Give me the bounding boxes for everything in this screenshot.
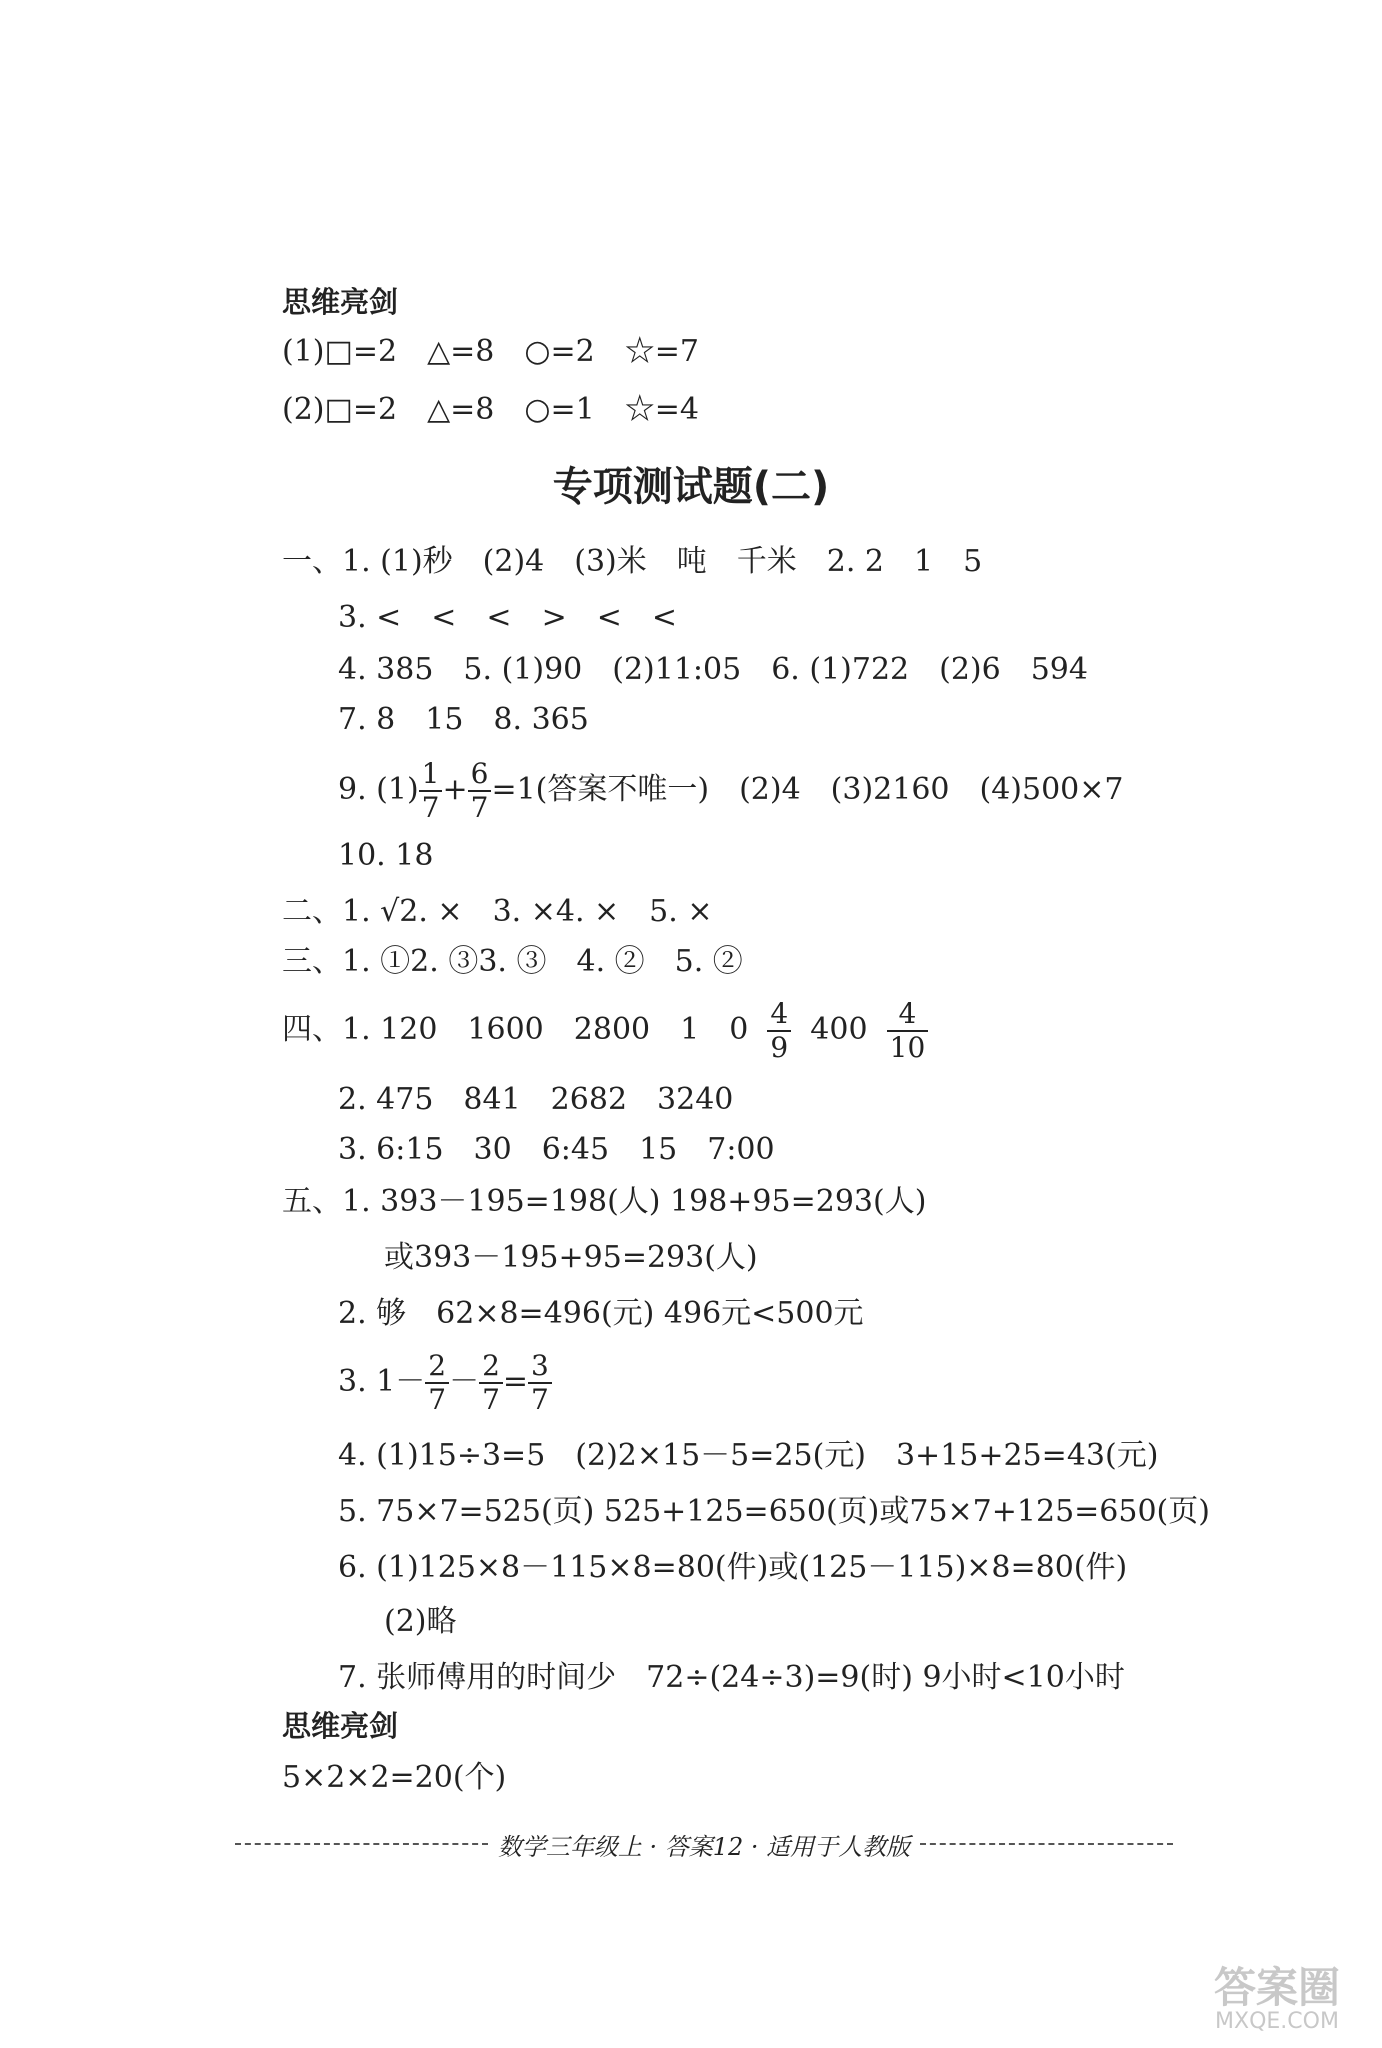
fraction-denominator: 9 xyxy=(770,1031,789,1064)
footer-divider-right xyxy=(920,1843,1173,1845)
warm-up-line-2: (2)□=2 △=8 ○=1 ☆=4 xyxy=(282,392,699,427)
footer-divider-left xyxy=(235,1843,488,1845)
sec5-line-3 xyxy=(338,1349,552,1416)
fraction-numerator: 1 xyxy=(419,760,443,792)
plus-sign: + xyxy=(442,772,468,807)
warm-up-heading-top: 思维亮剑 xyxy=(282,285,399,319)
fraction-numerator: 2 xyxy=(479,1352,503,1384)
fraction-denominator: 7 xyxy=(531,1383,549,1416)
equals-sign: = xyxy=(502,1364,529,1399)
warm-up-bottom-line: 5×2×2=20(个) xyxy=(282,1760,507,1795)
sec1-line-3: 4. 385 5. (1)90 (2)11:05 6. (1)722 (2)6 594 xyxy=(338,652,1088,687)
watermark-logo xyxy=(1192,1963,1362,2034)
sec4-line-1-prefix: 四、1. 120 1600 2800 1 0 xyxy=(282,1012,749,1047)
fraction-numerator: 6 xyxy=(468,760,492,792)
sec5-line-4: 4. (1)15÷3=5 (2)2×15－5=25(元) 3+15+25=43(元) xyxy=(338,1438,1159,1473)
sec1-line-5 xyxy=(338,757,1124,824)
footer-text: 数学三年级上 · 答案12 · 适用于人教版 xyxy=(497,1832,911,1861)
sec1-line-5-suffix: =1(答案不唯一) (2)4 (3)2160 (4)500×7 xyxy=(491,772,1124,807)
fraction-numerator: 4 xyxy=(887,1000,929,1032)
sec4-line-2: 2. 475 841 2682 3240 xyxy=(338,1082,734,1117)
sec5-line-3-prefix: 3. 1－ xyxy=(338,1364,426,1399)
page-title: 专项测试题(二) xyxy=(552,464,830,510)
sec1-line-6: 10. 18 xyxy=(338,838,434,873)
fraction-1-7 xyxy=(419,757,443,824)
sec2-line: 二、1. √2. × 3. ×4. × 5. × xyxy=(282,894,713,929)
fraction-denominator: 7 xyxy=(421,791,440,824)
sec1-line-1: 一、1. (1)秒 (2)4 (3)米 吨 千米 2. 2 1 5 xyxy=(282,544,983,579)
fraction-2-7-a xyxy=(425,1349,449,1416)
sec5-line-6b: (2)略 xyxy=(384,1604,457,1639)
fraction-4-10 xyxy=(887,997,929,1064)
sec4-line-3: 3. 6:15 30 6:45 15 7:00 xyxy=(338,1132,775,1167)
sec5-line-2: 2. 够 62×8=496(元) 496元<500元 xyxy=(338,1296,864,1331)
minus-sign: － xyxy=(449,1364,480,1399)
sec5-line-6: 6. (1)125×8－115×8=80(件)或(125－115)×8=80(件) xyxy=(338,1550,1128,1585)
fraction-denominator: 10 xyxy=(889,1031,926,1064)
fraction-3-7 xyxy=(528,1349,552,1416)
sec1-line-4: 7. 8 15 8. 365 xyxy=(338,702,589,737)
fraction-4-9 xyxy=(767,997,791,1064)
sec4-value-400: 400 xyxy=(810,1012,868,1047)
fraction-denominator: 7 xyxy=(482,1383,500,1416)
sec5-line-1b: 或393－195+95=293(人) xyxy=(384,1240,758,1275)
sec1-line-5-prefix: 9. (1) xyxy=(338,772,419,807)
watermark-url: MXQE.COM xyxy=(1215,2009,1339,2034)
warm-up-heading-bottom: 思维亮剑 xyxy=(282,1709,399,1743)
fraction-6-7 xyxy=(468,757,492,824)
sec5-line-7: 7. 张师傅用的时间少 72÷(24÷3)=9(时) 9小时<10小时 xyxy=(338,1660,1125,1695)
fraction-numerator: 2 xyxy=(425,1352,449,1384)
fraction-numerator: 4 xyxy=(767,1000,791,1032)
sec5-line-1: 五、1. 393－195=198(人) 198+95=293(人) xyxy=(282,1184,927,1219)
fraction-denominator: 7 xyxy=(470,791,489,824)
sec1-line-2: 3. < < < > < < xyxy=(338,600,677,635)
fraction-denominator: 7 xyxy=(428,1383,447,1416)
warm-up-line-1: (1)□=2 △=8 ○=2 ☆=7 xyxy=(282,334,699,369)
page-footer xyxy=(225,1826,1183,1862)
fraction-numerator: 3 xyxy=(528,1352,552,1384)
sec3-line: 三、1. ①2. ③3. ③ 4. ② 5. ② xyxy=(282,944,743,979)
fraction-2-7-b xyxy=(479,1349,503,1416)
sec4-line-1 xyxy=(282,997,928,1064)
watermark-text: 答案圈 xyxy=(1213,1963,1340,2012)
sec5-line-5: 5. 75×7=525(页) 525+125=650(页)或75×7+125=650(页) xyxy=(338,1494,1210,1529)
